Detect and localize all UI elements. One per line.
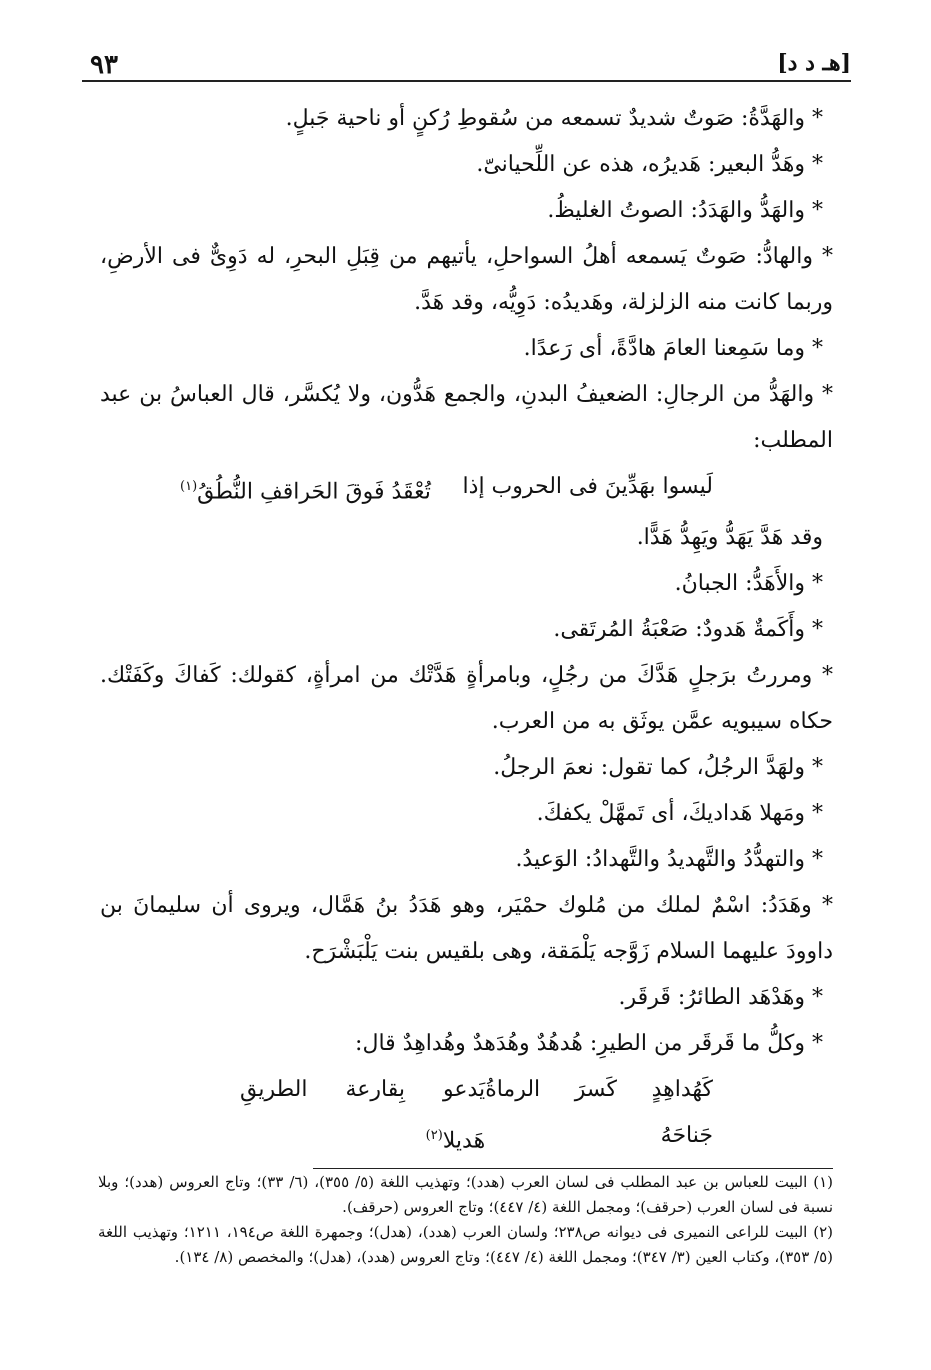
entry: * والهَدُّ من الرجالِ: الضعيفُ البدنِ، والجمع هَدُّون، ولا يُكسَّر، قال العباسُ بن عبد المطلب: xyxy=(100,382,833,453)
entry: * ولهَدَّ الرجُلُ، كما تقول: نعمَ الرجلُ. xyxy=(493,755,823,781)
entry: * وهَدُّ البعير: هَديرُه، هذه عن اللِّحيانىّ. xyxy=(476,152,823,177)
verse-hemistich-right: كَهُداهِدٍ كَسرَ الرماةُ جَناحَهُ xyxy=(485,1077,713,1149)
footnote-ref: (٢) xyxy=(425,1128,443,1144)
footnotes xyxy=(98,1170,833,1270)
entry: * والتهدُّدُ والتَّهديدُ والتَّهدادُ: الوَعيدُ. xyxy=(515,847,823,873)
page-header xyxy=(80,46,851,80)
entry: * وكلُّ ما قَرقَر من الطيرِ: هُدهُدٌ وهُدَهدٌ وهُداهِدٌ قال: xyxy=(355,1031,823,1057)
footnote-ref: (١) xyxy=(180,479,198,494)
entry: * وما سَمِعنا العامَ هادَّةً، أى رَعدًا. xyxy=(523,336,823,361)
entry: * ومررتُ برَجلٍ هَدَّكَ من رجُلٍ، وبامرأةٍ هَدَّتْك من امرأةٍ، كقولك: كَفاكَ وكَفَتْك. حكاه سيبويه عمَّن يوثَق به من العرب. xyxy=(100,663,833,735)
entry: * والهَدَّةُ: صَوتٌ شديدٌ تسمعه من سُقوطِ رُكنٍ أو ناحية جَبلٍ. xyxy=(285,106,823,131)
entry: وقد هَدَّ يَهَدُّ ويَهِدُّ هَدًّا. xyxy=(636,525,823,551)
entry: * وهَدَدُ: اسْمٌ لملك من مُلوك حمْيَر، وهو هَدَدُ بنُ هَمَّال، ويروى أن سليمانَ بن داوودَ عليهما السلام زَوَّجه يَلْمَقة، وهى بلقيس بنت يَلْبَشْرَح. xyxy=(100,893,833,965)
entry: * والهَدُّ والهَدَدُ: الصوتُ الغليظُ. xyxy=(547,198,823,223)
main-text xyxy=(100,96,833,1165)
page-number: ٩٣ xyxy=(90,50,118,80)
entry: * والهادُّ: صَوتٌ يَسمعه أهلُ السواحلِ، يأتيهم من قِبَلِ البحرِ، له دَوِىٌّ فى الأرضِ، وربما كانت منه الزلزلة، وهَديدُه: دَوِيُّه، وقد هَدَّ. xyxy=(100,244,833,315)
verse-hemistich-left: يَدعو بِقارعة الطريقِ هَديلا$^{(٢)}$ xyxy=(240,1077,486,1154)
verse-line xyxy=(100,1067,823,1164)
header-rule xyxy=(82,80,851,82)
entry: * وأَكَمةٌ هَدودٌ: صَعْبَةُ المُرتَقى. xyxy=(553,617,823,643)
footnote: (١) البيت للعباس بن عبد المطلب فى لسان العرب (هدد)؛ وتهذيب اللغة (٥/ ٣٥٥)، (٦/ ٣٣)؛ وتاج العروس (هدد)؛ وبلا نسبة فى لسان العرب (حرقف)؛ ومجمل اللغة (٤/ ٤٤٧)؛ وتاج العروس (حرقف). xyxy=(98,1173,833,1216)
root-label: [هـ د د] xyxy=(777,50,851,76)
verse-hemistich-right: لَيسوا بهَدِّينَ فى الحروب إذا xyxy=(462,474,713,499)
entry: * والأَهَدُّ: الجبانُ. xyxy=(674,571,823,597)
footnote: (٢) البيت للراعى النميرى فى ديوانه ص٢٣٨؛ ولسان العرب (هدد)، (هدل)؛ وجمهرة اللغة ص١٩٤، ١٢١١؛ وتهذيب اللغة (٥/ ٣٥٣)، وكتاب العين (٣/ ٣٤٧)؛ ومجمل اللغة (٤/ ٤٤٧)؛ وتاج العروس (هدد)، (هدل)؛ والمخصص (٨/ ١٣٤). xyxy=(98,1223,834,1266)
entry: * ومَهلا هَداديكَ، أى تَمهَّلْ يكفكَ. xyxy=(536,801,823,827)
footnote-rule xyxy=(313,1168,833,1169)
verse-hemistich-left: تُعْقَدُ فَوقَ الحَراقفِ النُّطُقُ$^{(١)}$ xyxy=(180,479,431,505)
verse-line xyxy=(100,464,823,515)
entry: * وهَدْهَد الطائرُ: قَرقَر. xyxy=(618,985,823,1011)
